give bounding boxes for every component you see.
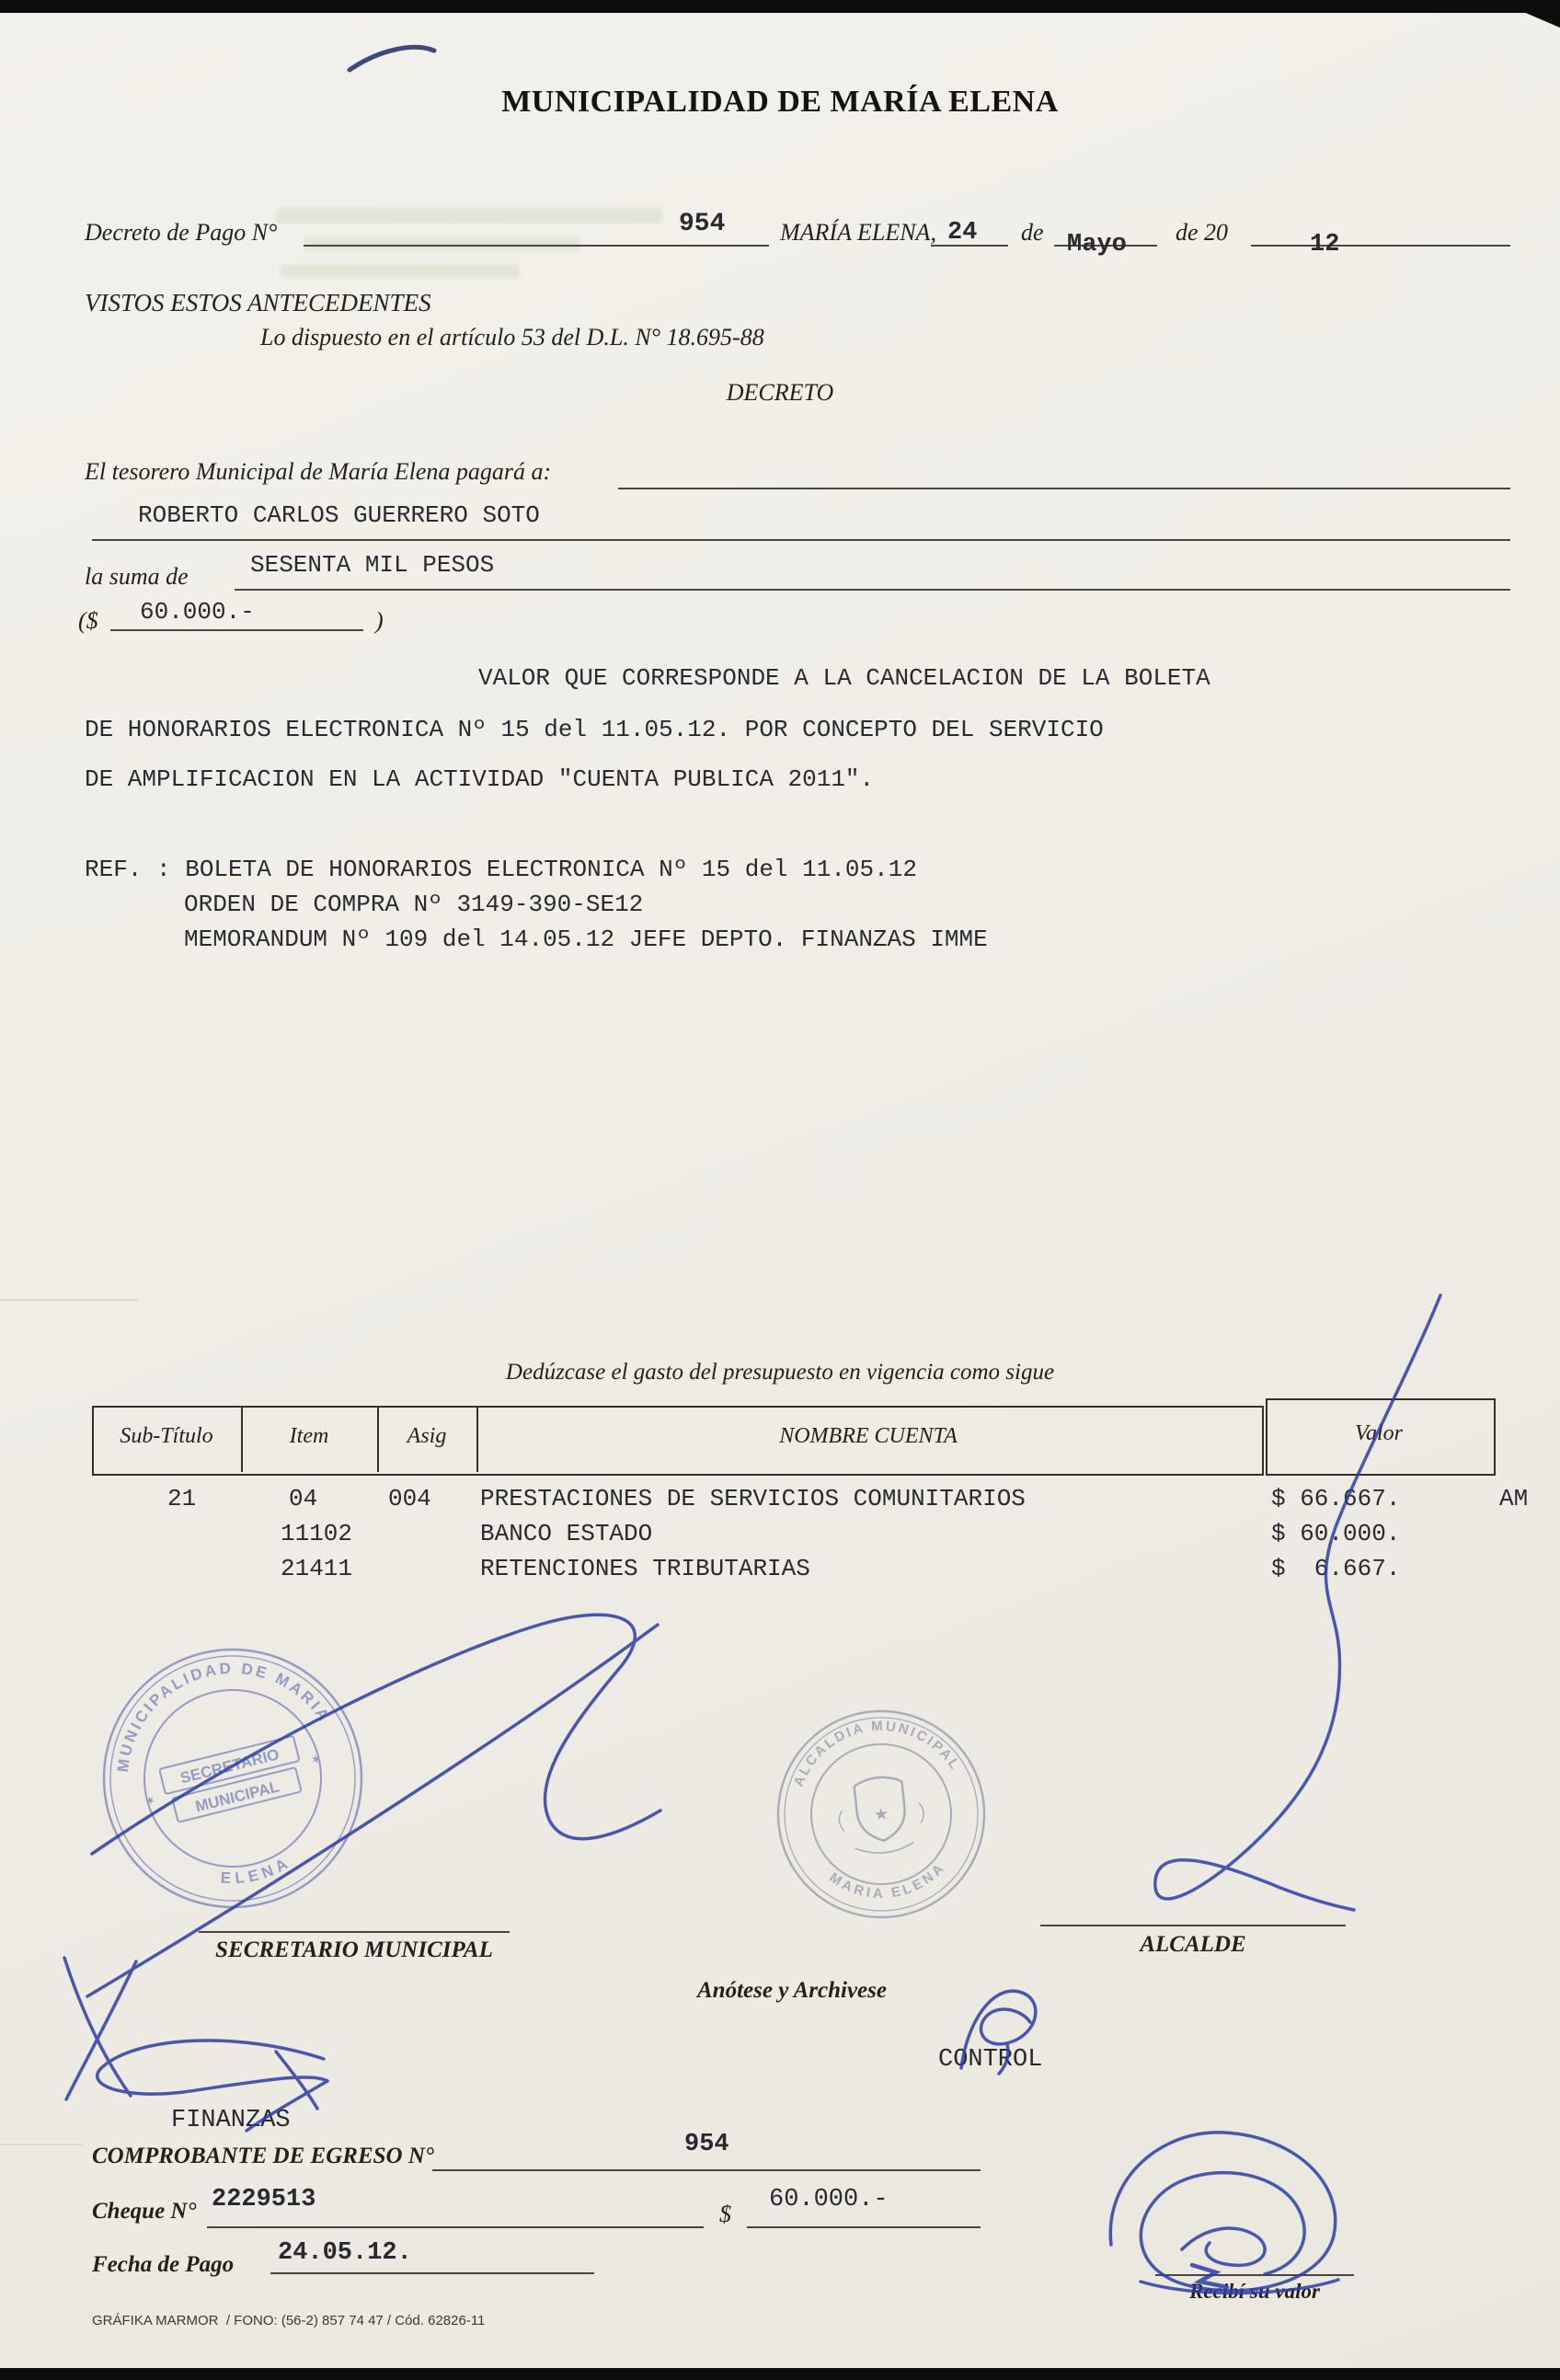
recibi-signature-ink (1110, 2133, 1335, 2291)
decree-city: MARÍA ELENA, (780, 219, 936, 246)
decree-year-rule (1251, 245, 1510, 247)
paper-crease (0, 1299, 138, 1301)
ink-bleed-ghost (276, 208, 662, 223)
vistos-heading: VISTOS ESTOS ANTECEDENTES (85, 289, 431, 316)
budget-intro: Dedúzcase el gasto del presupuesto en vigencia como sigue (505, 1360, 1055, 1385)
alcaldia-stamp-bottom-text: MARIA ELENA (826, 1858, 949, 1903)
payee-name: ROBERTO CARLOS GUERRERO SOTO (138, 501, 540, 529)
stamp-ring-bottom-text: ELENA (220, 1852, 295, 1888)
cell-valor: $ 66.667. (1271, 1485, 1401, 1512)
stamp-ring-top-text: MUNICIPALIDAD DE MARIA (113, 1659, 335, 1774)
dollar-sign-label: $ (719, 2201, 731, 2227)
scan-corner-artifact (1496, 0, 1560, 28)
decreto-heading: DECRETO (726, 379, 834, 406)
stamp-emblem-star: ★ (872, 1804, 890, 1824)
cell-cuenta: RETENCIONES TRIBUTARIAS (480, 1555, 810, 1582)
stamp-star-right: ✶ (308, 1752, 325, 1769)
secretario-signature-rule (199, 1931, 510, 1933)
secretario-stamp (71, 1616, 395, 1940)
stamp-star-left: ✶ (143, 1793, 158, 1811)
page-title: MUNICIPALIDAD DE MARÍA ELENA (501, 85, 1059, 119)
la-suma-label: la suma de (85, 563, 189, 590)
payee-rule (92, 539, 1510, 541)
stamp-secretario-line1: SECRETARIO (178, 1745, 281, 1788)
pagara-rule (618, 488, 1510, 489)
recibi-signature-ink (1182, 2228, 1265, 2265)
cell-cuenta: PRESTACIONES DE SERVICIOS COMUNITARIOS (480, 1485, 1026, 1512)
concept-line2: DE HONORARIOS ELECTRONICA Nº 15 del 11.05.12. POR CONCEPTO DEL SERVICIO (85, 716, 1104, 743)
concept-line3: DE AMPLIFICACION EN LA ACTIVIDAD "CUENTA PUBLICA 2011". (85, 765, 875, 793)
recibi-rule (1155, 2274, 1354, 2276)
cell-item: 04 (289, 1485, 318, 1512)
scan-edge-bottom (0, 2368, 1560, 2380)
amount-words: SESENTA MIL PESOS (250, 551, 495, 579)
cell-valor: $ 6.667. (1271, 1555, 1401, 1582)
cell-sub-titulo: 21 (167, 1485, 197, 1512)
secretario-signature-ink (66, 1961, 136, 2099)
ref-line1: REF. : BOLETA DE HONORARIOS ELECTRONICA Nº 15 del 11.05.12 (85, 856, 917, 883)
cheque-rule (207, 2226, 704, 2228)
decree-label: Decreto de Pago N° (85, 219, 278, 246)
finanzas-signature-ink (98, 2041, 327, 2094)
fecha-value: 24.05.12. (278, 2239, 412, 2267)
printer-footer: GRÁFIKA MARMOR / FONO: (56-2) 857 74 47 / Cód. 62826-11 (92, 2313, 486, 2328)
alcalde-signature-ink (1155, 1295, 1440, 1910)
cheque-number: 2229513 (212, 2186, 316, 2213)
concept-line1: VALOR QUE CORRESPONDE A LA CANCELACION DE LA BOLETA (478, 664, 1210, 692)
decree-day-value: 24 (947, 219, 978, 247)
cell-item: 11102 (281, 1520, 353, 1547)
ink-bleed-ghost (304, 237, 579, 250)
col-header-nombre-cuenta: NOMBRE CUENTA (779, 1424, 958, 1448)
cheque-amount: 60.000.- (769, 2186, 889, 2213)
cheque-amount-rule (747, 2226, 981, 2228)
secretario-label: SECRETARIO MUNICIPAL (215, 1937, 493, 1962)
control-label: CONTROL (938, 2046, 1043, 2074)
ref-line3: MEMORANDUM Nº 109 del 14.05.12 JEFE DEPTO. FINANZAS IMME (184, 926, 988, 953)
stamp-secretario-line2: MUNICIPAL (193, 1777, 281, 1816)
anotese-label: Anótese y Archivese (697, 1978, 887, 2003)
comprobante-number: 954 (684, 2131, 729, 2158)
pen-dash-top (350, 47, 434, 70)
decree-month-value: Mayo (1067, 231, 1127, 259)
cell-valor: $ 60.000. (1271, 1520, 1401, 1547)
ref-line2: ORDEN DE COMPRA Nº 3149-390-SE12 (184, 891, 644, 918)
dispuesto-line: Lo dispuesto en el artículo 53 del D.L. N° 18.695-88 (260, 324, 764, 351)
pagara-label: El tesorero Municipal de María Elena pagará a: (85, 458, 552, 485)
svg-text:ELENA (216, 1852, 296, 1893)
alcalde-signature-rule (1040, 1925, 1346, 1926)
fecha-label: Fecha de Pago (92, 2252, 235, 2277)
cell-cuenta: BANCO ESTADO (480, 1520, 653, 1547)
alcalde-label: ALCALDE (1140, 1932, 1246, 1957)
secretario-signature-ink (64, 1958, 131, 2096)
alcaldia-stamp-top-text: ALCALDIA MUNICIPAL (790, 1718, 964, 1789)
amount-figures-rule (110, 629, 363, 631)
decree-year-value: 12 (1310, 231, 1340, 259)
decree-de: de (1021, 219, 1044, 246)
paren-open: ($ (78, 607, 98, 634)
col-header-sub-titulo: Sub-Título (120, 1424, 213, 1448)
comprobante-label: COMPROBANTE DE EGRESO N° (92, 2144, 434, 2168)
finanzas-signature-ink (276, 2052, 317, 2109)
amount-words-rule (235, 589, 1510, 591)
col-header-item: Item (289, 1424, 329, 1448)
cell-asig: 004 (388, 1485, 431, 1512)
cell-item: 21411 (281, 1555, 353, 1582)
col-header-asig: Asig (407, 1424, 447, 1448)
col-header-valor: Valor (1354, 1421, 1403, 1445)
comprobante-rule (432, 2169, 981, 2171)
recibi-label: Recibí su valor (1189, 2280, 1320, 2303)
cell-nota: AM (1499, 1485, 1529, 1512)
ink-bleed-ghost (281, 265, 520, 278)
finanzas-label: FINANZAS (171, 2107, 291, 2134)
fecha-rule (270, 2272, 594, 2274)
alcaldia-stamp (764, 1697, 999, 1932)
decree-number-value: 954 (679, 210, 726, 238)
paper-crease (0, 2144, 83, 2145)
paren-close: ) (375, 607, 384, 634)
scan-edge-top (0, 0, 1560, 13)
decree-de20: de 20 (1176, 219, 1229, 246)
decree-number-rule (304, 245, 769, 247)
amount-figures: 60.000.- (140, 598, 255, 626)
cheque-label: Cheque N° (92, 2199, 197, 2224)
